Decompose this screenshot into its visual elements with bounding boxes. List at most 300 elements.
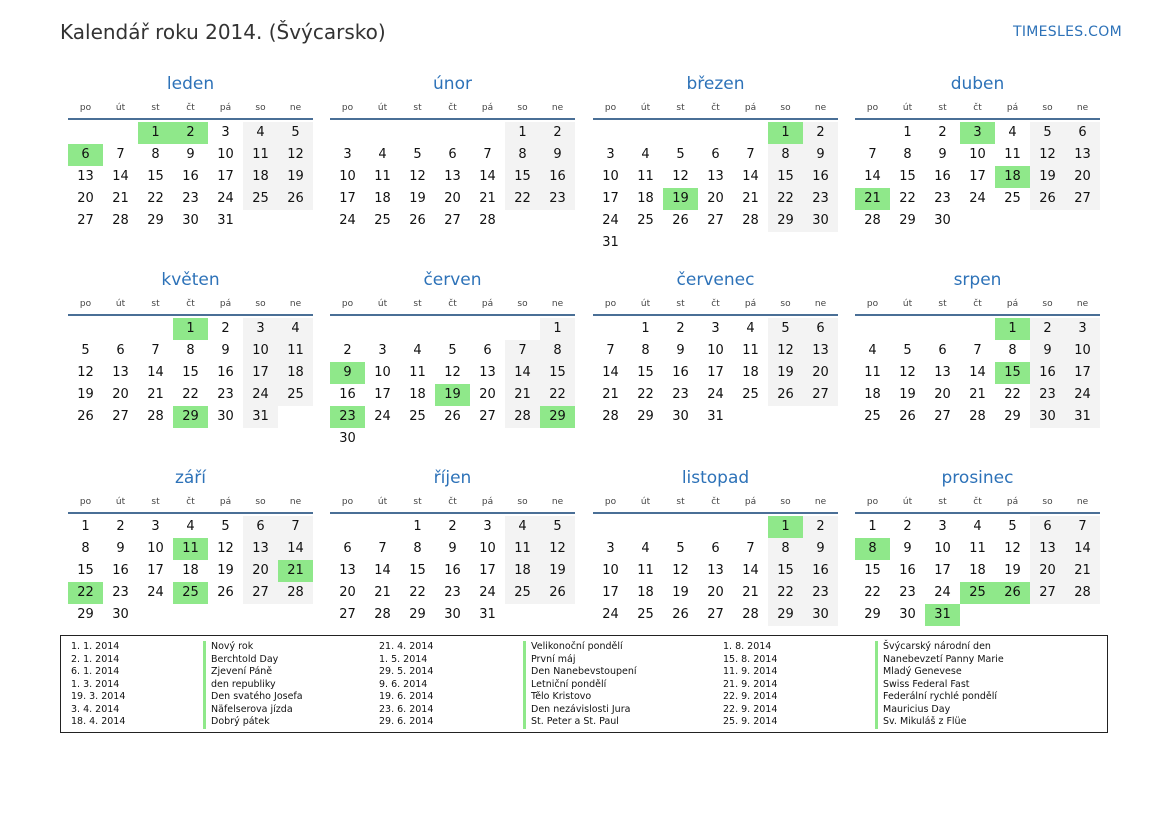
weekday-label: pá	[219, 497, 232, 507]
day-cell: 4	[641, 147, 650, 162]
day-cell: 12	[409, 169, 426, 184]
day-cell: 10	[479, 541, 496, 556]
day-cell: 28	[278, 582, 313, 604]
day-cell: 28	[505, 406, 540, 428]
holiday-name: Den Nanebevstoupení	[523, 666, 637, 679]
day-cell: 28	[112, 213, 129, 228]
month-name: duben	[950, 74, 1005, 94]
day-cell: 16	[672, 365, 689, 380]
weekday-label: pá	[744, 497, 757, 507]
day-cell: 25	[374, 213, 391, 228]
weekday-label: ne	[814, 299, 827, 309]
holiday-name: St. Peter a St. Paul	[523, 716, 637, 729]
day-cell: 30	[803, 604, 838, 626]
day-grid	[593, 122, 838, 254]
day-cell: 10	[602, 169, 619, 184]
day-cell: 29	[147, 213, 164, 228]
weekday-header	[68, 294, 313, 316]
day-cell: 10	[602, 563, 619, 578]
day-cell: 28	[1065, 582, 1100, 604]
weekday-label: st	[938, 497, 947, 507]
weekday-label: pá	[1006, 497, 1019, 507]
day-cell: 3	[711, 321, 720, 336]
holiday-date-column	[71, 641, 125, 729]
day-cell: 18	[969, 563, 986, 578]
holiday-day-cell: 19	[663, 188, 698, 210]
month-name: červenec	[676, 270, 755, 290]
day-cell: 5	[1008, 519, 1017, 534]
day-cell: 13	[1030, 538, 1065, 560]
day-cell: 17	[374, 387, 391, 402]
day-cell: 8	[81, 541, 90, 556]
day-cell: 4	[868, 343, 877, 358]
day-cell: 21	[602, 387, 619, 402]
day-cell: 2	[903, 519, 912, 534]
day-cell: 7	[746, 541, 755, 556]
weekday-label: ne	[814, 103, 827, 113]
day-cell: 24	[147, 585, 164, 600]
day-cell: 24	[602, 607, 619, 622]
day-cell: 16	[444, 563, 461, 578]
day-cell: 10	[147, 541, 164, 556]
day-cell: 6	[1065, 122, 1100, 144]
day-cell: 17	[147, 563, 164, 578]
holiday-day-cell: 21	[855, 188, 890, 210]
weekday-label: ne	[289, 299, 302, 309]
day-cell: 5	[81, 343, 90, 358]
day-cell: 13	[77, 169, 94, 184]
holiday-day-cell: 1	[768, 516, 803, 538]
day-cell: 18	[278, 362, 313, 384]
day-cell: 1	[505, 122, 540, 144]
day-cell: 16	[899, 563, 916, 578]
day-cell: 21	[505, 384, 540, 406]
day-cell: 19	[768, 362, 803, 384]
weekday-label: po	[341, 103, 354, 113]
day-cell: 7	[973, 343, 982, 358]
day-cell: 20	[1065, 166, 1100, 188]
day-cell: 19	[77, 387, 94, 402]
weekday-label: út	[115, 299, 126, 309]
weekday-label: út	[640, 299, 651, 309]
weekday-label: st	[151, 299, 160, 309]
day-cell: 2	[116, 519, 125, 534]
day-cell: 5	[221, 519, 230, 534]
holiday-date: 29. 6. 2014	[379, 716, 434, 727]
weekday-header	[330, 98, 575, 120]
day-cell: 23	[112, 585, 129, 600]
day-cell: 20	[444, 191, 461, 206]
day-cell: 20	[934, 387, 951, 402]
day-cell: 21	[374, 585, 391, 600]
day-cell: 17	[243, 362, 278, 384]
weekday-label: ne	[551, 299, 564, 309]
weekday-label: po	[79, 103, 92, 113]
day-cell: 21	[742, 191, 759, 206]
day-cell: 15	[768, 560, 803, 582]
day-cell: 7	[505, 340, 540, 362]
holiday-day-cell: 6	[68, 144, 103, 166]
day-cell: 9	[803, 144, 838, 166]
day-cell: 25	[637, 213, 654, 228]
day-cell: 2	[448, 519, 457, 534]
day-cell: 12	[217, 541, 234, 556]
day-cell: 14	[602, 365, 619, 380]
weekday-label: st	[938, 299, 947, 309]
weekday-label: so	[517, 299, 528, 309]
day-cell: 13	[707, 169, 724, 184]
day-cell: 22	[409, 585, 426, 600]
holiday-day-cell: 1	[768, 122, 803, 144]
day-grid	[593, 318, 838, 450]
day-cell: 28	[969, 409, 986, 424]
holiday-date: 3. 4. 2014	[71, 703, 120, 715]
day-cell: 7	[151, 343, 160, 358]
day-cell: 10	[243, 340, 278, 362]
weekday-label: čt	[448, 103, 457, 113]
month-name: červen	[423, 270, 482, 290]
holiday-day-cell: 25	[960, 582, 995, 604]
day-cell: 9	[676, 343, 685, 358]
day-cell: 28	[602, 409, 619, 424]
day-cell: 22	[768, 582, 803, 604]
day-cell: 24	[217, 191, 234, 206]
day-cell: 20	[243, 560, 278, 582]
holiday-date: 1. 8. 2014	[723, 641, 772, 652]
day-cell: 16	[182, 169, 199, 184]
day-cell: 4	[413, 343, 422, 358]
day-cell: 3	[151, 519, 160, 534]
day-cell: 29	[637, 409, 654, 424]
weekday-header	[68, 98, 313, 120]
day-cell: 24	[374, 409, 391, 424]
day-cell: 19	[278, 166, 313, 188]
day-cell: 9	[186, 147, 195, 162]
day-cell: 15	[768, 166, 803, 188]
month-prosinec	[855, 464, 1100, 648]
day-cell: 24	[602, 213, 619, 228]
day-cell: 18	[182, 563, 199, 578]
day-cell: 3	[1065, 318, 1100, 340]
day-cell: 3	[483, 519, 492, 534]
day-cell: 25	[637, 607, 654, 622]
day-cell: 17	[217, 169, 234, 184]
weekday-label: út	[377, 299, 388, 309]
holiday-day-cell: 19	[435, 384, 470, 406]
holiday-name: Sv. Mikuláš z Flüe	[875, 716, 1004, 729]
day-cell: 23	[803, 582, 838, 604]
day-cell: 8	[505, 144, 540, 166]
day-cell: 21	[969, 387, 986, 402]
holiday-name: Mauricius Day	[875, 704, 1004, 717]
holiday-day-cell: 9	[330, 362, 365, 384]
day-cell: 4	[1008, 125, 1017, 140]
day-cell: 6	[116, 343, 125, 358]
holiday-date: 22. 9. 2014	[723, 703, 778, 715]
day-cell: 28	[374, 607, 391, 622]
day-cell: 31	[707, 409, 724, 424]
day-grid	[855, 516, 1100, 648]
day-cell: 28	[742, 607, 759, 622]
day-cell: 7	[606, 343, 615, 358]
day-cell: 26	[409, 213, 426, 228]
day-cell: 29	[899, 213, 916, 228]
month-name: leden	[166, 74, 215, 94]
month-březen	[593, 70, 838, 254]
day-cell: 18	[637, 585, 654, 600]
day-cell: 22	[505, 188, 540, 210]
day-cell: 8	[768, 538, 803, 560]
day-cell: 29	[768, 210, 803, 232]
day-cell: 7	[278, 516, 313, 538]
day-cell: 6	[711, 541, 720, 556]
holiday-name: Nanebevzetí Panny Marie	[875, 654, 1004, 667]
day-cell: 31	[479, 607, 496, 622]
holiday-date: 29. 5. 2014	[379, 666, 434, 677]
day-cell: 24	[707, 387, 724, 402]
day-grid	[855, 122, 1100, 254]
day-cell: 24	[1065, 384, 1100, 406]
day-cell: 26	[672, 607, 689, 622]
weekday-label: čt	[186, 497, 195, 507]
weekday-label: út	[640, 497, 651, 507]
day-cell: 29	[409, 607, 426, 622]
day-cell: 10	[969, 147, 986, 162]
day-cell: 5	[540, 516, 575, 538]
day-cell: 26	[77, 409, 94, 424]
day-cell: 24	[934, 585, 951, 600]
weekday-label: po	[866, 497, 879, 507]
weekday-label: po	[79, 497, 92, 507]
day-cell: 20	[479, 387, 496, 402]
day-cell: 22	[864, 585, 881, 600]
day-cell: 30	[444, 607, 461, 622]
day-cell: 9	[803, 538, 838, 560]
weekday-label: st	[676, 103, 685, 113]
day-cell: 30	[112, 607, 129, 622]
weekday-label: so	[1042, 497, 1053, 507]
day-cell: 23	[444, 585, 461, 600]
weekday-label: ne	[1076, 103, 1089, 113]
weekday-label: út	[377, 103, 388, 113]
weekday-label: st	[413, 103, 422, 113]
weekday-label: út	[115, 497, 126, 507]
day-cell: 31	[602, 235, 619, 250]
day-cell: 8	[641, 343, 650, 358]
holiday-day-cell: 21	[278, 560, 313, 582]
holiday-day-cell: 1	[995, 318, 1030, 340]
day-cell: 5	[903, 343, 912, 358]
day-cell: 27	[707, 607, 724, 622]
weekday-label: ne	[1076, 299, 1089, 309]
day-cell: 1	[540, 318, 575, 340]
day-cell: 22	[147, 191, 164, 206]
weekday-label: po	[79, 299, 92, 309]
day-cell: 21	[479, 191, 496, 206]
weekday-label: út	[902, 299, 913, 309]
day-grid	[330, 318, 575, 450]
day-cell: 19	[899, 387, 916, 402]
weekday-label: st	[676, 299, 685, 309]
holiday-date: 1. 3. 2014	[71, 678, 120, 690]
holiday-day-cell: 29	[173, 406, 208, 428]
day-cell: 2	[803, 516, 838, 538]
month-duben	[855, 70, 1100, 254]
holiday-day-cell: 1	[173, 318, 208, 340]
day-cell: 26	[672, 213, 689, 228]
day-cell: 1	[81, 519, 90, 534]
day-cell: 20	[803, 362, 838, 384]
holiday-name: Velikonoční pondělí	[523, 641, 637, 654]
day-cell: 20	[707, 191, 724, 206]
holiday-day-cell: 18	[995, 166, 1030, 188]
day-cell: 12	[1030, 144, 1065, 166]
day-cell: 14	[1065, 538, 1100, 560]
weekday-label: út	[115, 103, 126, 113]
weekday-label: po	[604, 497, 617, 507]
day-cell: 16	[803, 166, 838, 188]
weekday-label: so	[517, 103, 528, 113]
day-cell: 27	[479, 409, 496, 424]
weekday-label: út	[640, 103, 651, 113]
day-cell: 26	[278, 188, 313, 210]
day-cell: 30	[803, 210, 838, 232]
day-cell: 25	[278, 384, 313, 406]
month-leden	[68, 70, 313, 254]
day-cell: 21	[147, 387, 164, 402]
day-cell: 22	[1004, 387, 1021, 402]
holiday-date: 6. 1. 2014	[71, 666, 120, 677]
day-cell: 29	[77, 607, 94, 622]
day-cell: 5	[448, 343, 457, 358]
day-cell: 30	[182, 213, 199, 228]
weekday-label: pá	[481, 497, 494, 507]
weekday-label: čt	[186, 103, 195, 113]
day-cell: 3	[378, 343, 387, 358]
day-cell: 26	[768, 384, 803, 406]
holiday-name: Näfelserova jízda	[203, 704, 303, 717]
day-cell: 15	[864, 563, 881, 578]
day-cell: 24	[969, 191, 986, 206]
day-grid	[68, 318, 313, 450]
day-cell: 8	[1008, 343, 1017, 358]
day-cell: 4	[186, 519, 195, 534]
day-cell: 23	[803, 188, 838, 210]
day-cell: 27	[339, 607, 356, 622]
weekday-label: čt	[448, 497, 457, 507]
day-cell: 30	[899, 607, 916, 622]
day-cell: 5	[278, 122, 313, 144]
day-cell: 2	[938, 125, 947, 140]
day-cell: 15	[182, 365, 199, 380]
day-cell: 4	[641, 541, 650, 556]
month-srpen	[855, 266, 1100, 450]
holiday-date-column	[723, 641, 777, 729]
day-cell: 5	[1030, 122, 1065, 144]
holiday-name: Zjevení Páně	[203, 666, 303, 679]
day-cell: 16	[339, 387, 356, 402]
holiday-date: 23. 6. 2014	[379, 703, 434, 715]
day-cell: 30	[339, 431, 356, 446]
day-cell: 11	[374, 169, 391, 184]
day-cell: 23	[934, 191, 951, 206]
day-cell: 30	[1030, 406, 1065, 428]
holiday-name: Nový rok	[203, 641, 303, 654]
weekday-label: pá	[481, 299, 494, 309]
weekday-header	[593, 98, 838, 120]
day-cell: 17	[707, 365, 724, 380]
day-cell: 17	[1065, 362, 1100, 384]
day-cell: 12	[278, 144, 313, 166]
day-cell: 23	[672, 387, 689, 402]
holiday-day-cell: 11	[173, 538, 208, 560]
holiday-name: Federální rychlé pondělí	[875, 691, 1004, 704]
day-cell: 11	[278, 340, 313, 362]
weekday-header	[855, 492, 1100, 514]
weekday-header	[855, 294, 1100, 316]
day-cell: 13	[339, 563, 356, 578]
holiday-name: Swiss Federal Fast	[875, 679, 1004, 692]
holiday-date: 1. 5. 2014	[379, 653, 428, 665]
day-cell: 5	[676, 541, 685, 556]
holiday-date: 2. 1. 2014	[71, 653, 120, 665]
day-cell: 9	[221, 343, 230, 358]
day-cell: 13	[243, 538, 278, 560]
day-cell: 3	[221, 125, 230, 140]
day-grid	[330, 516, 575, 648]
holiday-name: Švýcarský národní den	[875, 641, 1004, 654]
holiday-name: Mladý Genevese	[875, 666, 1004, 679]
brand-link[interactable]: TIMESLES.COM	[1013, 24, 1122, 40]
day-cell: 9	[540, 144, 575, 166]
day-cell: 6	[711, 147, 720, 162]
weekday-label: so	[780, 497, 791, 507]
holiday-date: 19. 3. 2014	[71, 691, 126, 702]
day-cell: 26	[899, 409, 916, 424]
day-cell: 18	[374, 191, 391, 206]
day-cell: 26	[540, 582, 575, 604]
weekday-label: st	[676, 497, 685, 507]
holiday-date: 11. 9. 2014	[723, 666, 778, 677]
day-cell: 1	[903, 125, 912, 140]
holiday-date: 25. 9. 2014	[723, 716, 778, 727]
day-cell: 29	[1004, 409, 1021, 424]
day-cell: 28	[147, 409, 164, 424]
day-cell: 6	[803, 318, 838, 340]
weekday-header	[855, 98, 1100, 120]
day-cell: 19	[1004, 563, 1021, 578]
day-cell: 29	[768, 604, 803, 626]
day-cell: 17	[479, 563, 496, 578]
day-cell: 31	[243, 406, 278, 428]
day-cell: 10	[707, 343, 724, 358]
day-cell: 19	[409, 191, 426, 206]
day-grid	[330, 122, 575, 254]
month-červenec	[593, 266, 838, 450]
weekday-label: ne	[814, 497, 827, 507]
holiday-name: Letniční pondělí	[523, 679, 637, 692]
day-cell: 17	[339, 191, 356, 206]
weekday-label: pá	[219, 299, 232, 309]
day-cell: 9	[938, 147, 947, 162]
holiday-date: 21. 9. 2014	[723, 678, 778, 690]
weekday-label: so	[780, 299, 791, 309]
holiday-name: Den nezávislosti Jura	[523, 704, 637, 717]
holiday-name: První máj	[523, 654, 637, 667]
day-cell: 18	[637, 191, 654, 206]
day-cell: 30	[217, 409, 234, 424]
holiday-day-cell: 15	[995, 362, 1030, 384]
